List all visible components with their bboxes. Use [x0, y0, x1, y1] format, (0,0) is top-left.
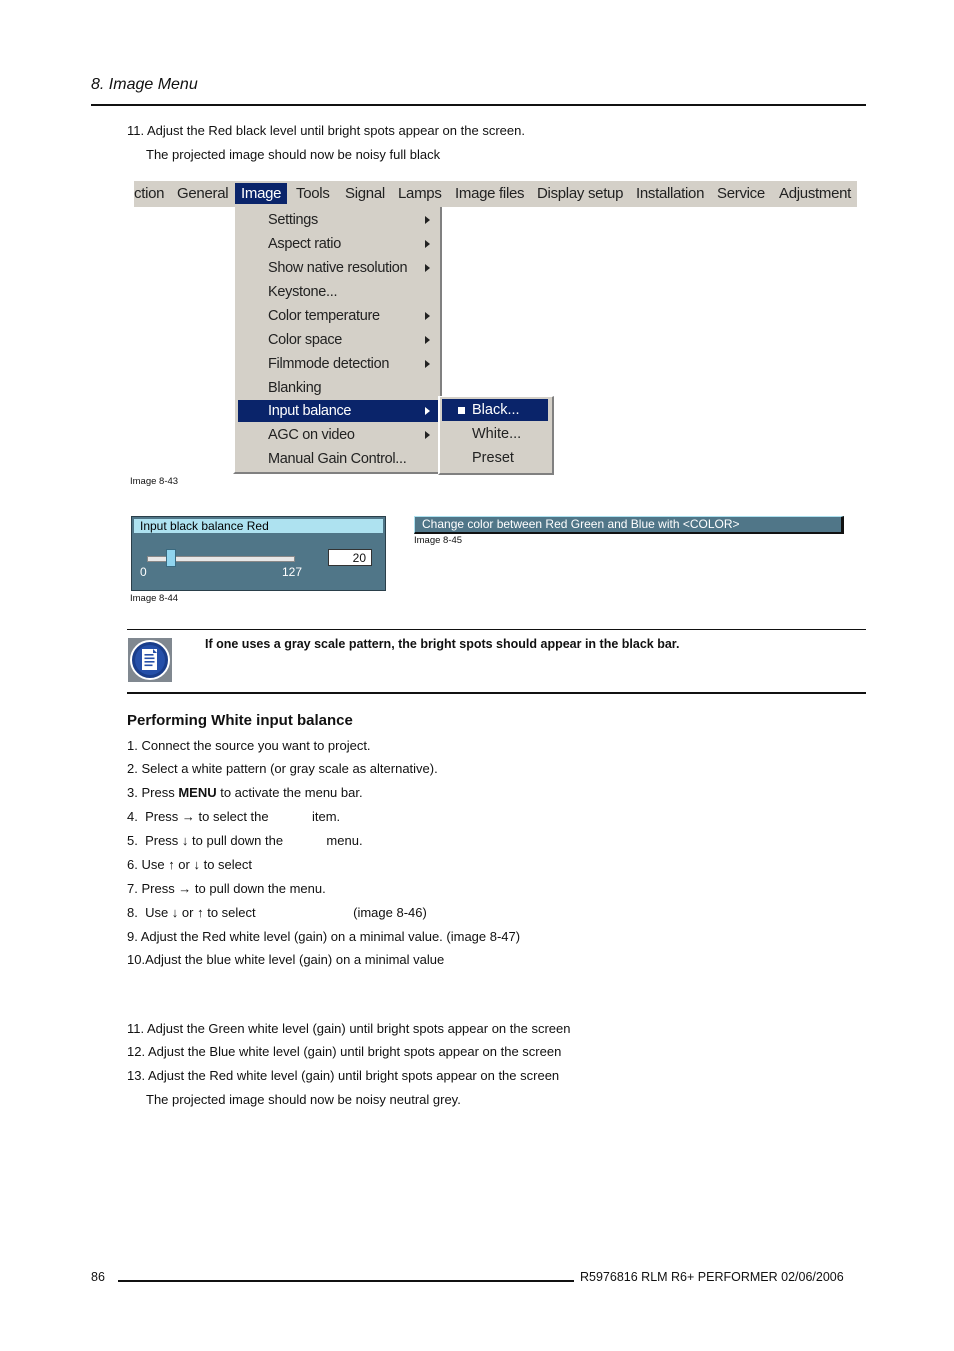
image-dropdown-menu — [233, 207, 442, 474]
menu-item-signal[interactable]: Signal — [345, 185, 385, 202]
step-item: 11. Adjust the Green white level (gain) until bright spots appear on the screen — [127, 1021, 571, 1036]
dropdown-item-color-temperature[interactable]: Color temperature — [235, 305, 440, 327]
submenu-arrow-icon — [425, 431, 430, 439]
dropdown-item-agc-on-video[interactable]: AGC on video — [235, 424, 440, 446]
menu-item-service[interactable]: Service — [717, 185, 765, 202]
menu-item-adjustment[interactable]: Adjustment — [779, 185, 852, 202]
dropdown-item-manual-gain-control[interactable]: Manual Gain Control... — [268, 451, 407, 467]
step-item: 6. Use ↑ or ↓ to select — [127, 857, 253, 872]
step-item: 8. Use ↓ or ↑ to select (image 8-46) — [127, 905, 427, 920]
menu-bar — [134, 181, 857, 207]
submenu-arrow-icon — [425, 216, 430, 224]
input-black-balance-dialog — [131, 516, 386, 591]
step-item: 3. Press MENU to activate the menu bar. — [127, 785, 363, 800]
menu-item-image-files[interactable]: Image files — [455, 185, 525, 202]
submenu-arrow-icon — [425, 312, 430, 320]
dropdown-item-input-balance[interactable]: Input balance — [238, 400, 438, 422]
submenu-item-black[interactable]: Black... — [442, 399, 548, 421]
menu-item-installation[interactable]: Installation — [636, 185, 705, 202]
slider-max-label: 127 — [282, 565, 303, 579]
dropdown-item-settings[interactable]: Settings — [235, 209, 440, 231]
step-item: 1. Connect the source you want to project. — [127, 738, 371, 753]
submenu-arrow-icon — [425, 407, 430, 415]
menu-item-image[interactable]: Image — [235, 183, 287, 204]
step-item: 13. Adjust the Red white level (gain) until bright spots appear on the screen — [127, 1068, 560, 1083]
note-top-rule — [127, 629, 866, 630]
menu-item-display-setup[interactable]: Display setup — [537, 185, 624, 202]
balance-value-field[interactable]: 20 — [328, 549, 372, 566]
note-bottom-rule — [127, 692, 866, 694]
submenu-arrow-icon — [425, 336, 430, 344]
dropdown-item-color-space[interactable]: Color space — [235, 329, 440, 351]
step-item: 2. Select a white pattern (or gray scale as alternative). — [127, 761, 438, 776]
dropdown-item-show-native-resolution[interactable]: Show native resolution — [235, 257, 440, 279]
result-black: The projected image should now be noisy full black — [146, 147, 441, 162]
slider-min-label: 0 — [140, 565, 147, 579]
submenu-arrow-icon — [425, 360, 430, 368]
submenu-arrow-icon — [425, 264, 430, 272]
section-heading: Performing White input balance — [127, 712, 353, 729]
step-item: 12. Adjust the Blue white level (gain) until bright spots appear on the screen — [127, 1044, 562, 1059]
step-item: 9. Adjust the Red white level (gain) on a minimal value. (image 8-47) — [127, 929, 521, 944]
submenu-item-preset[interactable]: Preset — [472, 450, 514, 466]
chapter-title: 8. Image Menu — [91, 76, 198, 93]
step-11-black: 11. Adjust the Red black level until bright spots appear on the screen. — [127, 123, 525, 138]
header-rule — [91, 104, 866, 106]
caption-image-8-43: Image 8-43 — [130, 476, 179, 487]
document-id: R5976816 RLM R6+ PERFORMER 02/06/2006 — [580, 1270, 844, 1284]
menu-item-lamps[interactable]: Lamps — [398, 185, 442, 202]
step-item: 10.Adjust the blue white level (gain) on a minimal value — [127, 952, 445, 967]
balance-slider-thumb[interactable] — [166, 549, 176, 567]
menu-item-tools[interactable]: Tools — [296, 185, 330, 202]
input-balance-submenu — [438, 396, 554, 475]
dialog-title: Input black balance Red — [134, 519, 383, 533]
step-item: 7. Press → to pull down the menu. — [127, 881, 326, 896]
submenu-item-white[interactable]: White... — [472, 426, 522, 442]
dropdown-item-aspect-ratio[interactable]: Aspect ratio — [235, 233, 440, 255]
step-item: 4. Press → to select the item. — [127, 809, 341, 824]
step-item: 5. Press ↓ to pull down the menu. — [127, 833, 363, 848]
note-text: If one uses a gray scale pattern, the bright spots should appear in the black bar. — [205, 637, 680, 651]
result-grey: The projected image should now be noisy neutral grey. — [146, 1092, 461, 1107]
selected-bullet-icon — [458, 407, 465, 414]
footer-rule — [118, 1280, 574, 1282]
color-change-hint-bar: Change color between Red Green and Blue with <COLOR> — [414, 516, 844, 534]
page-number: 86 — [91, 1270, 105, 1284]
caption-image-8-44: Image 8-44 — [130, 593, 179, 604]
menu-item-installation-partial[interactable]: ction — [134, 185, 165, 202]
caption-image-8-45: Image 8-45 — [414, 535, 463, 546]
note-icon — [128, 638, 172, 682]
menu-item-general[interactable]: General — [177, 185, 229, 202]
dropdown-item-blanking[interactable]: Blanking — [268, 380, 322, 396]
dropdown-item-keystone[interactable]: Keystone... — [268, 284, 338, 300]
submenu-arrow-icon — [425, 240, 430, 248]
dropdown-item-filmmode-detection[interactable]: Filmmode detection — [235, 353, 440, 375]
